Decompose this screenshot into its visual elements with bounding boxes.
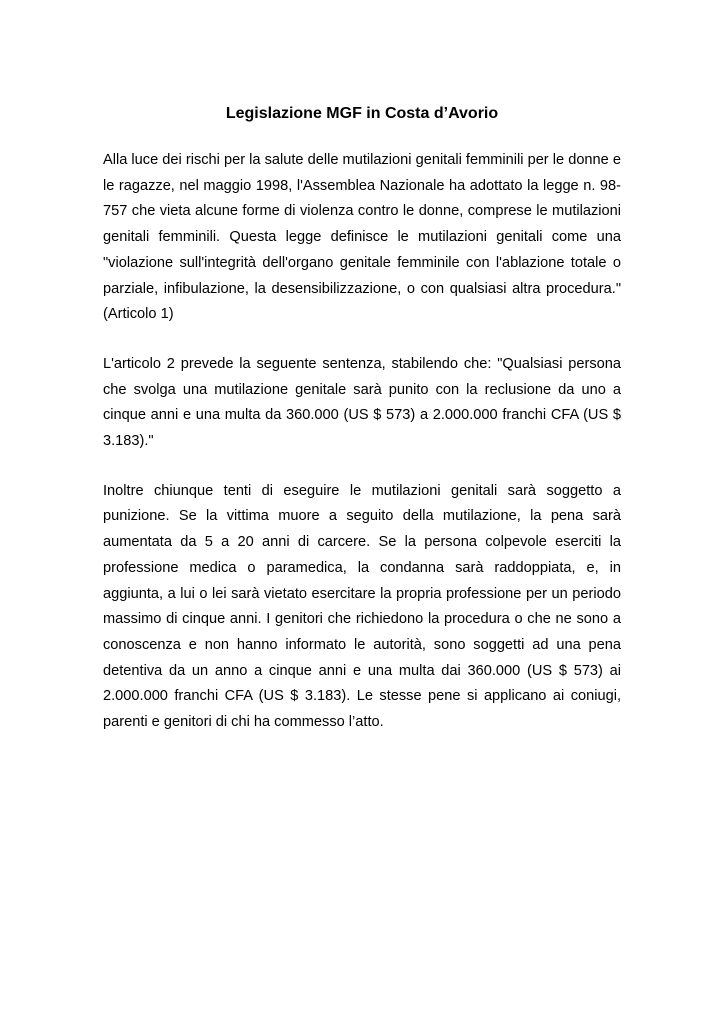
paragraph-pene-aggiuntive: Inoltre chiunque tenti di eseguire le mutilazioni genitali sarà soggetto a punizione. Se la vittima muore a seguito della mutilazione, la pena sarà aumentata da 5 a 20 anni di carcere. Se la persona colpevole eserciti la professione medica o paramedica, la condanna sarà raddoppiata, e, in aggiunta, a lui o lei sarà vietato esercitare la propria professione per un periodo massimo di cinque anni. I genitori che richiedono la procedura o che ne sono a conoscenza e non hanno informato le autorità, sono soggetti ad una pena detentiva da un anno a cinque anni e una multa dai 360.000 (US $ 573) ai 2.000.000 franchi CFA (US $ 3.183). Le stesse pene si applicano ai coniugi, parenti e genitori di chi ha commesso l’atto. — [103, 482, 621, 731]
document-body — [103, 148, 621, 760]
paragraph-legge-98-757: Alla luce dei rischi per la salute delle mutilazioni genitali femminili per le donne e le ragazze, nel maggio 1998, l'Assemblea Nazionale ha adottato la legge n. 98-757 che vieta alcune forme di violenza contro le donne, comprese le mutilazioni genitali femminili. Questa legge definisce le mutilazioni genitali come una "violazione sull'integrità dell'organo genitale femminile con l'ablazione totale o parziale, infibulazione, la desensibilizzazione, o con qualsiasi altra procedura." (Articolo 1) — [103, 152, 621, 323]
paragraph-articolo-2: L'articolo 2 prevede la seguente sentenza, stabilendo che: "Qualsiasi persona che svolga una mutilazione genitale sarà punito con la reclusione da uno a cinque anni e una multa da 360.000 (US $ 573) a 2.000.000 franchi CFA (US $ 3.183)." — [103, 355, 621, 450]
document-title: Legislazione MGF in Costa d’Avorio — [225, 105, 499, 122]
